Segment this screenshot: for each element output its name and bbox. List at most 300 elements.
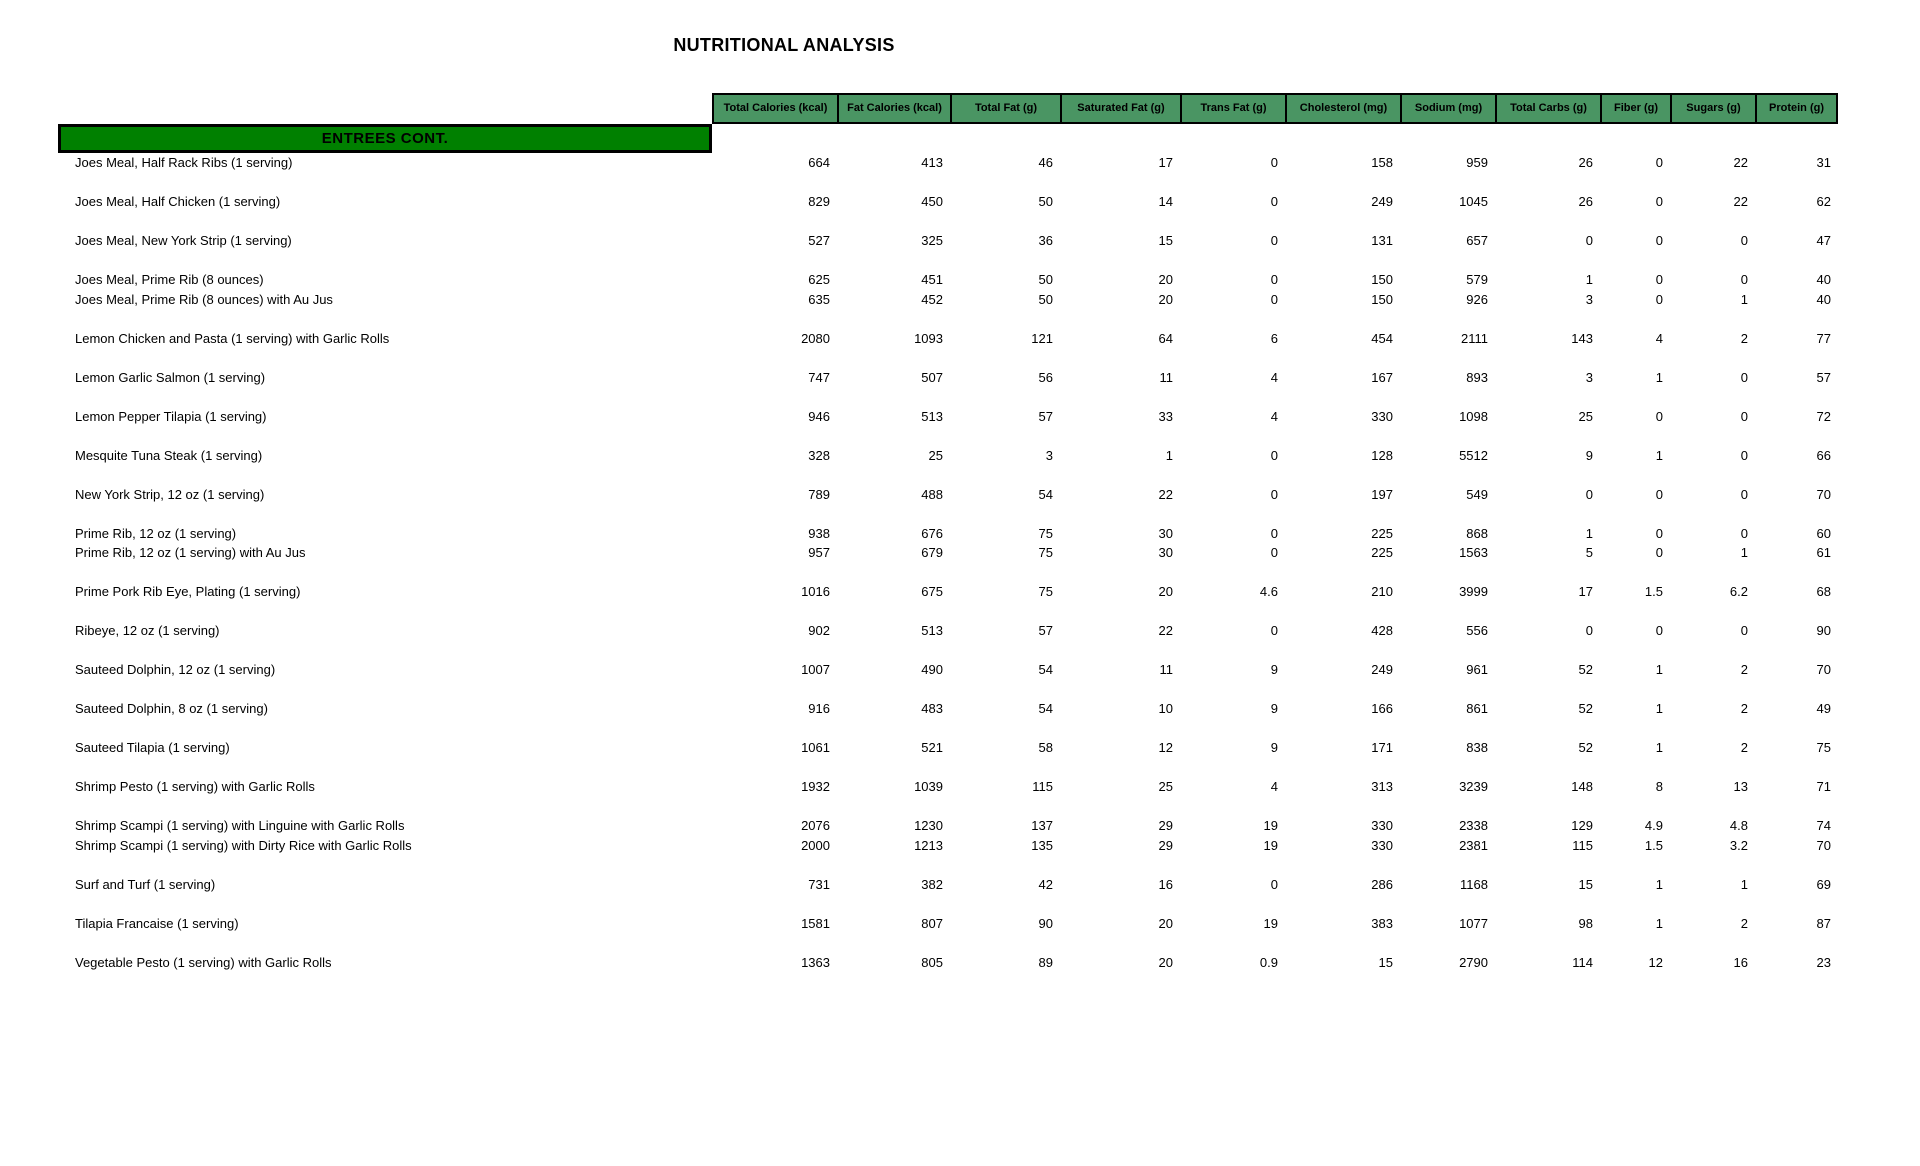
item-value-cell: 0 <box>1655 545 1663 560</box>
item-value-cell: 5512 <box>1459 447 1488 463</box>
item-value-cell: 2076 <box>801 818 830 833</box>
item-name-cell: Sauteed Dolphin, 8 oz (1 serving) <box>75 701 268 716</box>
row-group <box>58 699 1838 719</box>
item-value-cell: 829 <box>808 194 830 209</box>
item-value-cell: 0 <box>1655 233 1663 248</box>
column-header-protein: Protein (g) <box>1755 93 1838 124</box>
item-value-cell: 382 <box>921 876 943 892</box>
item-value-cell: 22 <box>1158 486 1173 502</box>
item-value-cell: 325 <box>921 233 943 248</box>
row-group <box>58 368 1838 388</box>
item-value-cell: 74 <box>1816 818 1831 833</box>
item-value-cell: 805 <box>921 954 943 970</box>
column-header-trans-fat: Trans Fat (g) <box>1180 93 1285 124</box>
item-value-cell: 1 <box>1585 525 1593 541</box>
item-value-cell: 313 <box>1371 779 1393 794</box>
item-value-cell: 89 <box>1038 954 1053 970</box>
column-header-saturated-fat: Saturated Fat (g) <box>1060 93 1180 124</box>
item-value-cell: 0 <box>1740 408 1748 424</box>
item-value-cell: 171 <box>1371 740 1393 755</box>
item-value-cell: 0 <box>1270 291 1278 307</box>
item-value-cell: 747 <box>808 369 830 385</box>
table-row <box>58 290 1838 310</box>
item-value-cell: 1.5 <box>1644 584 1663 599</box>
item-value-cell: 54 <box>1038 701 1053 716</box>
item-value-cell: 893 <box>1466 369 1488 385</box>
item-name-cell: Ribeye, 12 oz (1 serving) <box>75 623 220 638</box>
item-value-cell: 1213 <box>914 837 943 853</box>
item-value-cell: 115 <box>1032 779 1053 794</box>
item-name-cell: Surf and Turf (1 serving) <box>75 876 216 892</box>
row-group <box>58 914 1838 934</box>
item-value-cell: 450 <box>921 194 943 209</box>
item-value-cell: 9 <box>1270 701 1278 716</box>
item-value-cell: 1007 <box>801 662 830 677</box>
item-value-cell: 2 <box>1740 330 1748 346</box>
item-value-cell: 4.9 <box>1644 818 1663 833</box>
item-value-cell: 14 <box>1158 194 1173 209</box>
item-value-cell: 158 <box>1371 155 1393 170</box>
item-value-cell: 0 <box>1655 486 1663 502</box>
item-value-cell: 0 <box>1270 486 1278 502</box>
item-value-cell: 75 <box>1038 525 1053 541</box>
item-value-cell: 69 <box>1816 876 1831 892</box>
row-group <box>58 153 1838 173</box>
item-value-cell: 961 <box>1466 662 1488 677</box>
item-value-cell: 1077 <box>1459 915 1488 931</box>
item-value-cell: 3 <box>1045 447 1053 463</box>
item-value-cell: 57 <box>1816 369 1831 385</box>
item-value-cell: 3 <box>1585 369 1593 385</box>
row-group <box>58 524 1838 563</box>
item-value-cell: 131 <box>1371 233 1393 248</box>
item-value-cell: 328 <box>808 447 830 463</box>
item-value-cell: 0 <box>1740 525 1748 541</box>
item-value-cell: 17 <box>1158 155 1173 170</box>
item-value-cell: 22 <box>1158 623 1173 638</box>
item-value-cell: 72 <box>1816 408 1831 424</box>
item-value-cell: 675 <box>921 584 943 599</box>
table-row <box>58 270 1838 290</box>
item-value-cell: 15 <box>1378 954 1393 970</box>
item-value-cell: 413 <box>921 155 943 170</box>
item-value-cell: 60 <box>1816 525 1831 541</box>
item-value-cell: 916 <box>808 701 830 716</box>
table-row <box>58 836 1838 856</box>
table-row <box>58 660 1838 680</box>
item-value-cell: 2111 <box>1461 330 1488 346</box>
item-value-cell: 70 <box>1816 662 1831 677</box>
item-value-cell: 0 <box>1740 369 1748 385</box>
table-row <box>58 446 1838 466</box>
item-value-cell: 9 <box>1270 740 1278 755</box>
item-name-cell: Joes Meal, Prime Rib (8 ounces) <box>75 272 264 287</box>
item-value-cell: 25 <box>928 447 943 463</box>
item-value-cell: 330 <box>1371 818 1393 833</box>
item-value-cell: 4 <box>1655 330 1663 346</box>
row-group <box>58 192 1838 212</box>
table-row <box>58 153 1838 173</box>
item-value-cell: 0 <box>1585 486 1593 502</box>
item-value-cell: 1 <box>1585 272 1593 287</box>
table-row <box>58 231 1838 251</box>
section-banner-label: ENTREES CONT. <box>321 130 449 147</box>
item-value-cell: 0 <box>1655 623 1663 638</box>
item-value-cell: 1 <box>1655 369 1663 385</box>
item-name-cell: Sauteed Tilapia (1 serving) <box>75 740 230 755</box>
item-value-cell: 946 <box>808 408 830 424</box>
item-value-cell: 75 <box>1038 545 1053 560</box>
item-value-cell: 1016 <box>801 584 830 599</box>
item-value-cell: 0 <box>1270 525 1278 541</box>
item-value-cell: 1061 <box>801 740 830 755</box>
item-name-cell: Shrimp Scampi (1 serving) with Dirty Rice with Garlic Rolls <box>75 837 412 853</box>
item-value-cell: 57 <box>1038 623 1053 638</box>
item-value-cell: 2338 <box>1459 818 1488 833</box>
table-body <box>58 153 1838 992</box>
item-value-cell: 30 <box>1158 525 1173 541</box>
item-value-cell: 0 <box>1655 291 1663 307</box>
column-header-sugars: Sugars (g) <box>1670 93 1755 124</box>
row-group <box>58 816 1838 855</box>
item-value-cell: 428 <box>1371 623 1393 638</box>
item-name-cell: Joes Meal, Half Rack Ribs (1 serving) <box>75 155 293 170</box>
item-value-cell: 12 <box>1158 740 1173 755</box>
item-value-cell: 1 <box>1655 740 1663 755</box>
item-value-cell: 383 <box>1371 915 1393 931</box>
item-value-cell: 22 <box>1733 194 1748 209</box>
item-value-cell: 0 <box>1270 876 1278 892</box>
item-value-cell: 2381 <box>1459 837 1488 853</box>
item-value-cell: 2080 <box>801 330 830 346</box>
item-value-cell: 664 <box>808 155 830 170</box>
column-header-sodium: Sodium (mg) <box>1400 93 1495 124</box>
item-value-cell: 114 <box>1572 954 1593 970</box>
item-value-cell: 31 <box>1816 155 1831 170</box>
item-value-cell: 225 <box>1371 525 1393 541</box>
item-value-cell: 90 <box>1816 623 1831 638</box>
page-title: NUTRITIONAL ANALYSIS <box>673 35 895 55</box>
item-name-cell: Shrimp Pesto (1 serving) with Garlic Rolls <box>75 779 315 794</box>
row-group <box>58 738 1838 758</box>
item-value-cell: 3 <box>1585 291 1593 307</box>
item-value-cell: 1 <box>1740 291 1748 307</box>
item-value-cell: 0 <box>1270 623 1278 638</box>
item-value-cell: 0 <box>1655 194 1663 209</box>
item-value-cell: 70 <box>1816 837 1831 853</box>
row-group <box>58 270 1838 309</box>
item-value-cell: 25 <box>1158 779 1173 794</box>
item-value-cell: 490 <box>921 662 943 677</box>
row-group <box>58 660 1838 680</box>
item-value-cell: 12 <box>1648 954 1663 970</box>
column-header-cholesterol: Cholesterol (mg) <box>1285 93 1400 124</box>
item-value-cell: 42 <box>1038 876 1053 892</box>
item-value-cell: 22 <box>1733 155 1748 170</box>
item-value-cell: 1 <box>1740 876 1748 892</box>
item-value-cell: 0 <box>1740 486 1748 502</box>
item-value-cell: 1045 <box>1459 194 1488 209</box>
item-value-cell: 19 <box>1263 915 1278 931</box>
item-value-cell: 1 <box>1740 545 1748 560</box>
item-value-cell: 8 <box>1655 779 1663 794</box>
item-value-cell: 635 <box>808 291 830 307</box>
item-value-cell: 77 <box>1816 330 1831 346</box>
item-value-cell: 1 <box>1655 876 1663 892</box>
item-value-cell: 58 <box>1038 740 1053 755</box>
item-value-cell: 52 <box>1578 701 1593 716</box>
item-value-cell: 29 <box>1158 818 1173 833</box>
item-value-cell: 1.5 <box>1644 837 1663 853</box>
column-header-total-fat: Total Fat (g) <box>950 93 1060 124</box>
item-value-cell: 0 <box>1585 233 1593 248</box>
item-value-cell: 0 <box>1270 545 1278 560</box>
table-row <box>58 816 1838 836</box>
table-row <box>58 192 1838 212</box>
table-header <box>58 93 1838 124</box>
item-value-cell: 47 <box>1816 233 1831 248</box>
item-value-cell: 2 <box>1740 740 1748 755</box>
item-value-cell: 26 <box>1578 155 1593 170</box>
item-value-cell: 0 <box>1655 272 1663 287</box>
item-name-cell: Lemon Chicken and Pasta (1 serving) with Garlic Rolls <box>75 330 390 346</box>
item-value-cell: 1168 <box>1460 876 1488 892</box>
item-value-cell: 40 <box>1816 291 1831 307</box>
header-corner-spacer <box>58 93 712 124</box>
item-value-cell: 4 <box>1270 779 1278 794</box>
item-value-cell: 98 <box>1578 915 1593 931</box>
table-row <box>58 407 1838 427</box>
row-group <box>58 231 1838 251</box>
item-value-cell: 0 <box>1270 155 1278 170</box>
item-value-cell: 4.6 <box>1259 584 1278 599</box>
item-value-cell: 1098 <box>1459 408 1488 424</box>
item-value-cell: 1 <box>1165 447 1173 463</box>
item-value-cell: 66 <box>1816 447 1831 463</box>
item-value-cell: 579 <box>1466 272 1488 287</box>
item-name-cell: Lemon Pepper Tilapia (1 serving) <box>75 408 267 424</box>
item-value-cell: 0 <box>1270 447 1278 463</box>
item-value-cell: 128 <box>1371 447 1393 463</box>
item-value-cell: 20 <box>1158 954 1173 970</box>
table-row <box>58 621 1838 641</box>
table-row <box>58 699 1838 719</box>
item-value-cell: 556 <box>1466 623 1488 638</box>
column-header-fiber: Fiber (g) <box>1600 93 1670 124</box>
table-row <box>58 914 1838 934</box>
item-value-cell: 11 <box>1159 369 1173 385</box>
column-header-total-calories: Total Calories (kcal) <box>712 93 837 124</box>
item-value-cell: 36 <box>1038 233 1053 248</box>
row-group <box>58 953 1838 973</box>
item-value-cell: 20 <box>1158 291 1173 307</box>
item-value-cell: 1093 <box>914 330 943 346</box>
item-value-cell: 789 <box>808 486 830 502</box>
item-value-cell: 16 <box>1733 954 1748 970</box>
item-name-cell: Prime Pork Rib Eye, Plating (1 serving) <box>75 584 301 599</box>
table-row <box>58 738 1838 758</box>
item-value-cell: 4 <box>1270 408 1278 424</box>
item-value-cell: 54 <box>1038 486 1053 502</box>
item-value-cell: 5 <box>1585 545 1593 560</box>
item-value-cell: 0 <box>1740 623 1748 638</box>
table-row <box>58 953 1838 973</box>
item-value-cell: 0 <box>1655 155 1663 170</box>
row-group <box>58 582 1838 602</box>
item-value-cell: 20 <box>1158 584 1173 599</box>
item-value-cell: 2 <box>1740 701 1748 716</box>
item-name-cell: Joes Meal, New York Strip (1 serving) <box>75 233 292 248</box>
item-value-cell: 75 <box>1816 740 1831 755</box>
item-value-cell: 330 <box>1371 837 1393 853</box>
item-value-cell: 54 <box>1038 662 1053 677</box>
item-value-cell: 50 <box>1038 291 1053 307</box>
row-group <box>58 329 1838 349</box>
table-row <box>58 543 1838 563</box>
item-value-cell: 1 <box>1655 662 1663 677</box>
item-value-cell: 549 <box>1466 486 1488 502</box>
item-value-cell: 1563 <box>1459 545 1488 560</box>
item-value-cell: 0 <box>1740 447 1748 463</box>
section-banner <box>58 124 712 153</box>
item-value-cell: 197 <box>1371 486 1393 502</box>
item-value-cell: 6.2 <box>1729 584 1748 599</box>
item-value-cell: 87 <box>1816 915 1831 931</box>
item-value-cell: 121 <box>1031 330 1053 346</box>
item-value-cell: 1 <box>1655 447 1663 463</box>
item-value-cell: 115 <box>1572 837 1593 853</box>
item-value-cell: 148 <box>1571 779 1593 794</box>
item-value-cell: 57 <box>1038 408 1053 424</box>
item-value-cell: 452 <box>921 291 943 307</box>
item-value-cell: 868 <box>1466 525 1488 541</box>
item-value-cell: 0 <box>1585 623 1593 638</box>
item-value-cell: 50 <box>1038 194 1053 209</box>
item-value-cell: 4.8 <box>1729 818 1748 833</box>
item-value-cell: 451 <box>921 272 943 287</box>
item-value-cell: 1230 <box>914 818 943 833</box>
item-value-cell: 861 <box>1466 701 1488 716</box>
item-value-cell: 0 <box>1270 233 1278 248</box>
table-row <box>58 582 1838 602</box>
item-name-cell: Mesquite Tuna Steak (1 serving) <box>75 447 263 463</box>
column-header-fat-calories: Fat Calories (kcal) <box>837 93 950 124</box>
item-value-cell: 676 <box>921 525 943 541</box>
item-name-cell: Sauteed Dolphin, 12 oz (1 serving) <box>75 662 276 677</box>
item-value-cell: 838 <box>1466 740 1488 755</box>
item-value-cell: 0 <box>1740 272 1748 287</box>
item-value-cell: 46 <box>1038 155 1053 170</box>
item-value-cell: 52 <box>1578 740 1593 755</box>
item-value-cell: 2 <box>1740 915 1748 931</box>
item-value-cell: 507 <box>921 369 943 385</box>
item-value-cell: 68 <box>1816 584 1831 599</box>
item-value-cell: 2790 <box>1459 954 1488 970</box>
item-value-cell: 3999 <box>1459 584 1488 599</box>
item-value-cell: 731 <box>808 876 830 892</box>
item-value-cell: 10 <box>1158 701 1173 716</box>
item-value-cell: 488 <box>921 486 943 502</box>
item-value-cell: 0 <box>1270 272 1278 287</box>
item-value-cell: 3239 <box>1459 779 1488 794</box>
item-name-cell: Vegetable Pesto (1 serving) with Garlic Rolls <box>75 954 332 970</box>
row-group <box>58 407 1838 427</box>
column-header-total-carbs: Total Carbs (g) <box>1495 93 1600 124</box>
item-value-cell: 286 <box>1371 876 1393 892</box>
item-value-cell: 959 <box>1466 155 1488 170</box>
item-name-cell: Joes Meal, Prime Rib (8 ounces) with Au Jus <box>75 291 333 307</box>
item-value-cell: 150 <box>1371 291 1393 307</box>
item-value-cell: 26 <box>1578 194 1593 209</box>
row-group <box>58 485 1838 505</box>
item-value-cell: 150 <box>1371 272 1393 287</box>
item-value-cell: 15 <box>1158 233 1173 248</box>
item-value-cell: 2000 <box>801 837 830 853</box>
item-value-cell: 9 <box>1585 447 1593 463</box>
item-value-cell: 49 <box>1816 701 1831 716</box>
item-value-cell: 9 <box>1270 662 1278 677</box>
item-value-cell: 454 <box>1371 330 1393 346</box>
item-value-cell: 2 <box>1740 662 1748 677</box>
item-value-cell: 90 <box>1038 915 1053 931</box>
row-group <box>58 621 1838 641</box>
item-value-cell: 902 <box>808 623 830 638</box>
table-row <box>58 777 1838 797</box>
item-value-cell: 23 <box>1816 954 1831 970</box>
item-value-cell: 29 <box>1158 837 1173 853</box>
item-value-cell: 17 <box>1578 584 1593 599</box>
item-value-cell: 1363 <box>801 954 830 970</box>
item-value-cell: 249 <box>1371 194 1393 209</box>
item-value-cell: 1932 <box>801 779 830 794</box>
item-value-cell: 513 <box>921 623 943 638</box>
item-value-cell: 15 <box>1578 876 1593 892</box>
item-value-cell: 40 <box>1816 272 1831 287</box>
item-value-cell: 129 <box>1571 818 1593 833</box>
item-value-cell: 19 <box>1263 818 1278 833</box>
item-value-cell: 143 <box>1571 330 1593 346</box>
item-value-cell: 527 <box>808 233 830 248</box>
item-value-cell: 61 <box>1816 545 1831 560</box>
item-value-cell: 33 <box>1158 408 1173 424</box>
item-value-cell: 1 <box>1655 701 1663 716</box>
item-value-cell: 957 <box>808 545 830 560</box>
row-group <box>58 446 1838 466</box>
item-name-cell: Joes Meal, Half Chicken (1 serving) <box>75 194 281 209</box>
item-value-cell: 62 <box>1816 194 1831 209</box>
item-value-cell: 135 <box>1031 837 1053 853</box>
item-name-cell: New York Strip, 12 oz (1 serving) <box>75 486 265 502</box>
table-row <box>58 485 1838 505</box>
row-group <box>58 777 1838 797</box>
item-value-cell: 20 <box>1158 915 1173 931</box>
row-group <box>58 875 1838 895</box>
table-row <box>58 875 1838 895</box>
item-value-cell: 0 <box>1740 233 1748 248</box>
item-value-cell: 167 <box>1371 369 1393 385</box>
item-value-cell: 70 <box>1816 486 1831 502</box>
item-value-cell: 679 <box>921 545 943 560</box>
item-name-cell: Prime Rib, 12 oz (1 serving) with Au Jus <box>75 545 306 560</box>
item-value-cell: 13 <box>1733 779 1748 794</box>
item-value-cell: 166 <box>1371 701 1393 716</box>
item-name-cell: Tilapia Francaise (1 serving) <box>75 915 239 931</box>
item-value-cell: 330 <box>1371 408 1393 424</box>
item-value-cell: 521 <box>921 740 943 755</box>
item-value-cell: 52 <box>1578 662 1593 677</box>
item-value-cell: 926 <box>1466 291 1488 307</box>
item-value-cell: 210 <box>1371 584 1393 599</box>
